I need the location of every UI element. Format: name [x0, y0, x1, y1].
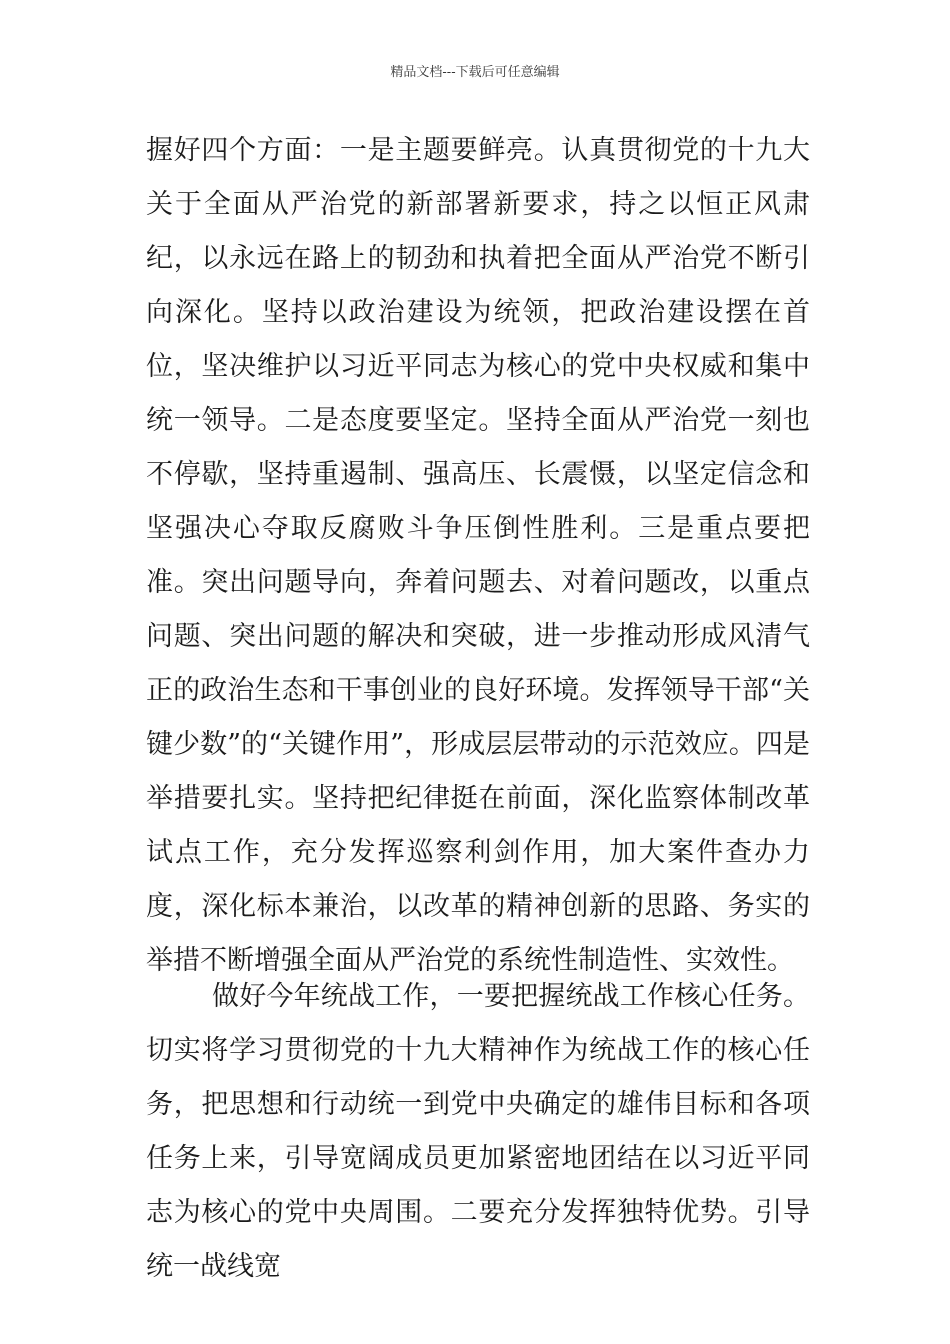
body-paragraph-1: 握好四个方面：一是主题要鲜亮。认真贯彻党的十九大关于全面从严治党的新部署新要求，持之以恒正风肃纪，以永远在路上的韧劲和执着把全面从严治党不断引向深化。坚持以政治建设为统领，把政治建设摆在首位，坚决维护以习近平同志为核心的党中央权威和集中统一领导。二是态度要坚定。坚持全面从严治党一刻也不停歇，坚持重遏制、强高压、长震慑，以坚定信念和坚强决心夺取反腐败斗争压倒性胜利。三是重点要把准。突出问题导向，奔着问题去、对着问题改，以重点问题、突出问题的解决和突破，进一步推动形成风清气正的政治生态和干事创业的良好环境。发挥领导干部“关键少数”的“关键作用”，形成层层带动的示范效应。四是举措要扎实。坚持把纪律挺在前面，深化监察体制改革试点工作，充分发挥巡察利剑作用，加大案件查办力度，深化标本兼治，以改革的精神创新的思路、务实的举措不断增强全面从严治党的系统性制造性、实效性。 [146, 135, 810, 976]
page-header: 精品文档---下载后可任意编辑 [390, 65, 560, 80]
body-paragraph-2: 做好今年统战工作，一要把握统战工作核心任务。切实将学习贯彻党的十九大精神作为统战工作的核心任务，把思想和行动统一到党中央确定的雄伟目标和各项任务上来，引导宽阔成员更加紧密地团结在以习近平同志为核心的党中央周围。二要充分发挥独特优势。引导统一战线宽 [146, 981, 810, 1282]
